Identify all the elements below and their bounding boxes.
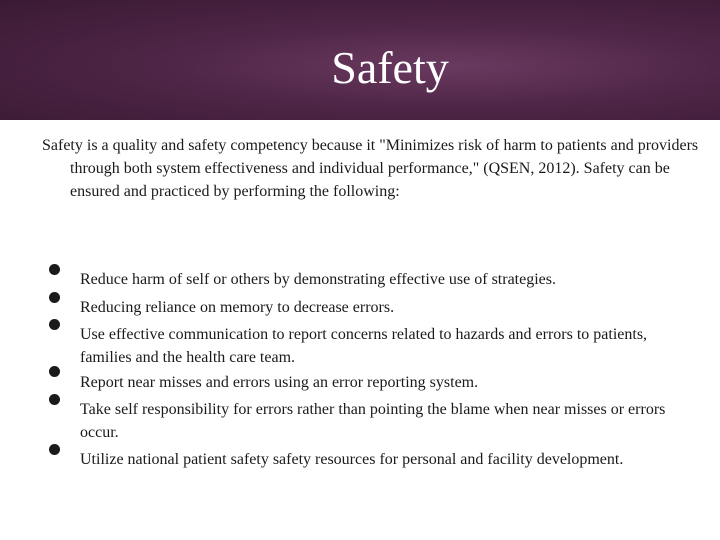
bullet-text: Take self responsibility for errors rather than pointing the blame when near misses or errors occur. bbox=[80, 401, 666, 441]
slide-title: Safety bbox=[331, 42, 449, 93]
bullet-icon bbox=[49, 292, 60, 303]
bullet-text: Use effective communication to report concerns related to hazards and errors to patients, families and the health care team. bbox=[80, 326, 648, 366]
bullet-text: Reduce harm of self or others by demonstrating effective use of strategies. bbox=[80, 271, 556, 288]
bullet-text: Reducing reliance on memory to decrease errors. bbox=[80, 299, 395, 316]
bullet-icon bbox=[49, 319, 60, 330]
bullet-list bbox=[0, 258, 720, 518]
bullet-text: Utilize national patient safety safety resources for personal and facility development. bbox=[80, 451, 624, 468]
title-banner bbox=[0, 0, 720, 122]
bullet-icon bbox=[49, 444, 60, 455]
bullet-icon bbox=[49, 264, 60, 275]
bullet-icon bbox=[49, 366, 60, 377]
intro-paragraph: Safety is a quality and safety competency because it "Minimizes risk of harm to patients and providers through both system effectiveness and individual performance," (QSEN, 2012). Safety can be ensured and practiced by performing the following: bbox=[42, 137, 699, 200]
bullet-icon bbox=[49, 394, 60, 405]
bullet-text: Report near misses and errors using an error reporting system. bbox=[80, 374, 479, 391]
